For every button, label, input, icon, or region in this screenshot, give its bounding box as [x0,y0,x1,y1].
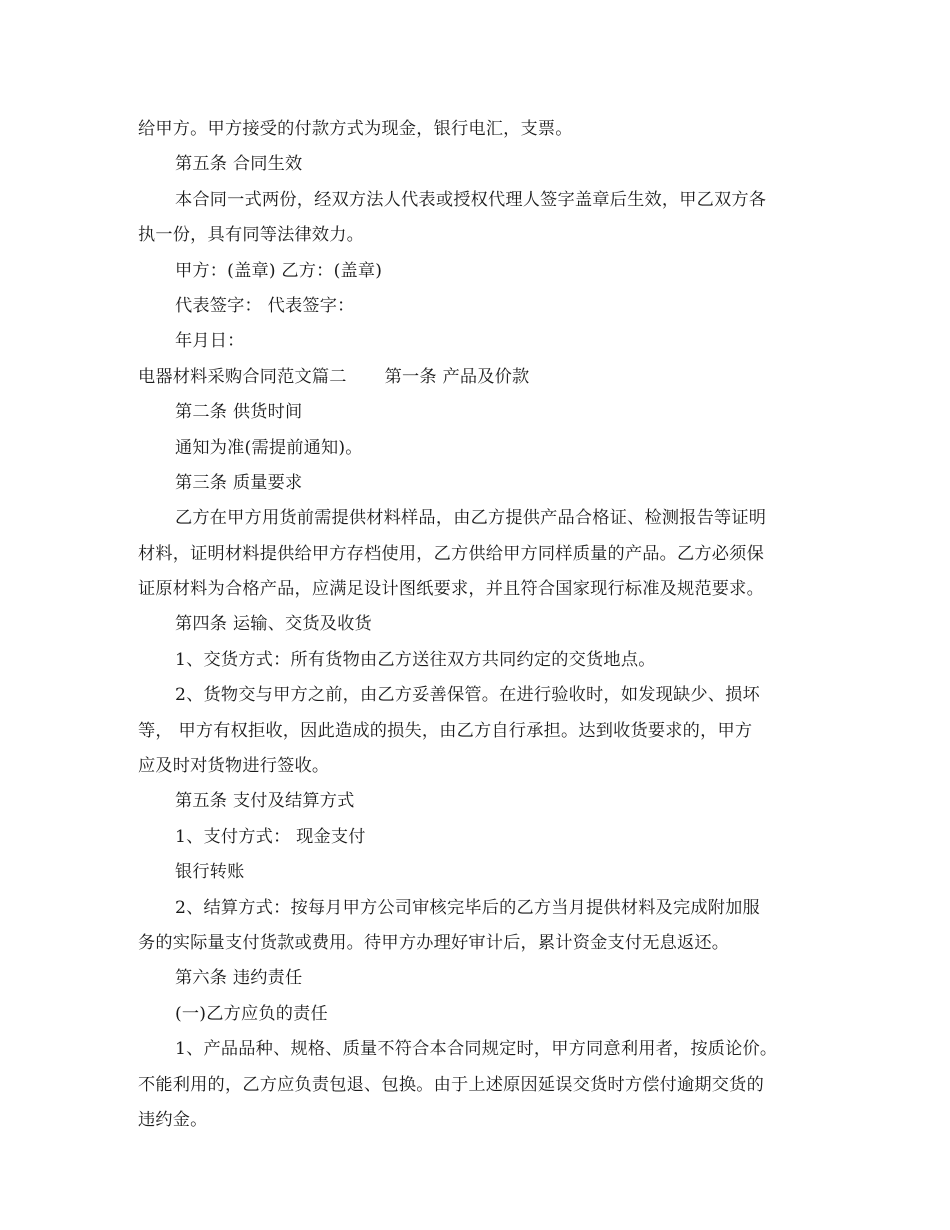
text-line: 材料，证明材料提供给甲方存档使用，乙方供给甲方同样质量的产品。乙方必须保 [138,543,764,564]
text-line: 通知为准(需提前通知)。 [175,437,363,458]
text-line: 1、支付方式： 现金支付 [175,826,366,847]
text-line: 等， 甲方有权拒收，因此造成的损失，由乙方自行承担。达到收货要求的，甲方 [138,720,753,741]
text-line: 银行转账 [175,862,245,883]
text-line: 给甲方。甲方接受的付款方式为现金，银行电汇，支票。 [138,119,573,139]
text-line: 执一份，具有同等法律效力。 [138,225,365,246]
clause-heading: 第五条 支付及结算方式 [175,791,355,812]
text-line: 违约金。 [138,1109,208,1130]
text-line: 不能利用的，乙方应负责包退、包换。由于上述原因延误交货时方偿付逾期交货的 [138,1074,764,1095]
text-line: 本合同一式两份，经双方法人代表或授权代理人签字盖章后生效，甲乙双方各 [175,189,767,210]
section-title: 电器材料采购合同范文篇二 [138,366,347,387]
section-title-line [138,360,818,395]
text-line: 应及时对货物进行签收。 [138,756,330,777]
text-line: 2、结算方式：按每月甲方公司审核完毕后的乙方当月提供材料及完成附加服 [175,897,760,918]
text-line: 2、货物交与甲方之前，由乙方妥善保管。在进行验收时，如发现缺少、损坏 [175,685,760,706]
document-page [138,112,818,1138]
signature-line: 代表签字： 代表签字： [175,295,355,316]
signature-line: 甲方：(盖章) 乙方：(盖章) [175,260,383,281]
text-line: 1、产品品种、规格、质量不符合本合同规定时，甲方同意利用者，按质论价。 [175,1039,778,1060]
clause-heading: 第四条 运输、交货及收货 [175,614,372,635]
clause-heading: 第一条 产品及价款 [384,366,530,387]
text-line: 务的实际量支付货款或费用。待甲方办理好审计后，累计资金支付无息返还。 [138,932,730,953]
text-line: 证原材料为合格产品，应满足设计图纸要求，并且符合国家现行标准及规范要求。 [138,579,764,600]
date-line: 年月日： [175,331,245,352]
text-line: 1、交货方式：所有货物由乙方送往双方共同约定的交货地点。 [175,649,656,670]
clause-heading: 第五条 合同生效 [175,154,303,175]
clause-heading: 第六条 违约责任 [175,968,303,989]
sub-heading: (一)乙方应负的责任 [175,1003,328,1024]
clause-heading: 第二条 供货时间 [175,402,303,423]
text-line: 乙方在甲方用货前需提供材料样品，由乙方提供产品合格证、检测报告等证明 [175,508,767,529]
clause-heading: 第三条 质量要求 [175,472,303,493]
